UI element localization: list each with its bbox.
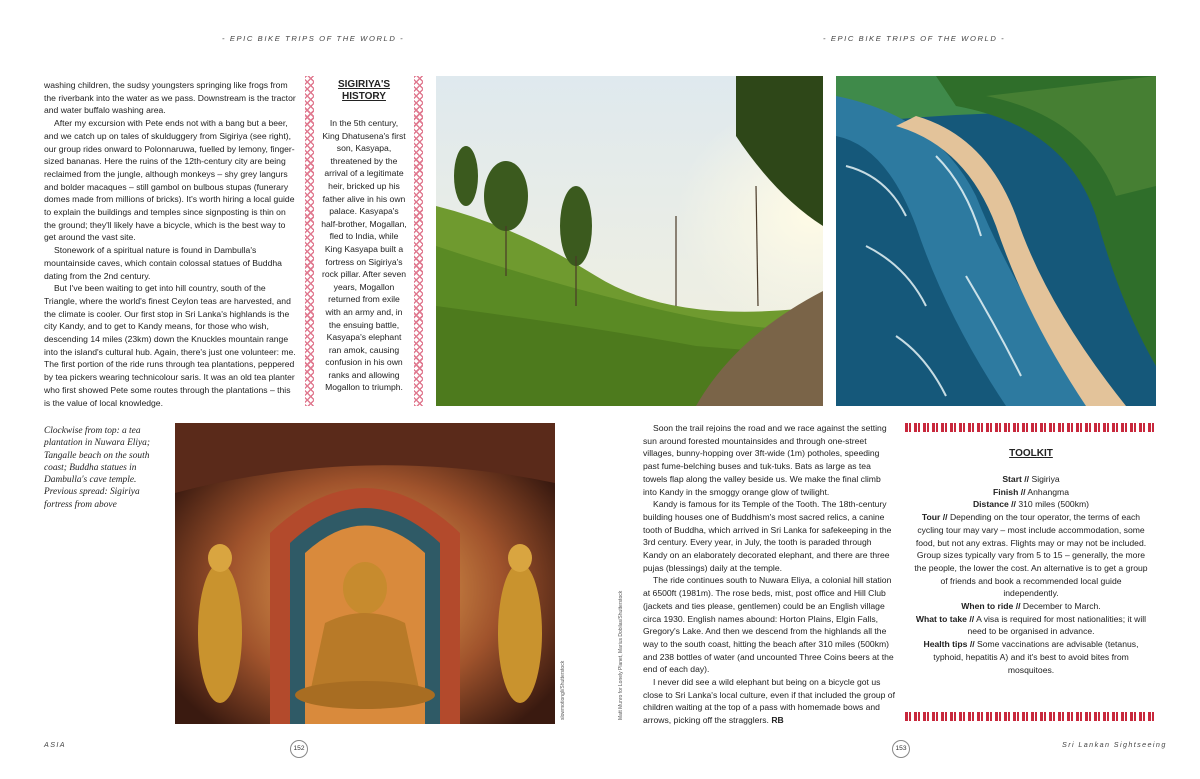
photo-credit-spread: Matt Munro for Lonely Planet, Marius Dobilas/Shutterstock — [618, 590, 624, 720]
photo-caption: Clockwise from top: a tea plantation in Nuwara Eliya; Tangalle beach on the south coast; Buddha statues in Dambulla's cave temple. Previous spread: Sigiriya fortress from above — [44, 426, 150, 510]
left-body-column — [44, 79, 297, 409]
paragraph: washing children, the sudsy youngsters springing like frogs from the riverbank into the water as we pass. Downstream is the tractor and water buffalo washing area. — [44, 80, 296, 116]
toolkit-body — [905, 473, 1157, 676]
toolkit-distance-value: 310 miles (500km) — [1018, 499, 1090, 510]
toolkit-distance-label: Distance // — [972, 499, 1016, 510]
toolkit-distance — [905, 498, 1157, 511]
paragraph: Kandy is famous for its Temple of the Tooth. The 18th-century building houses one of Buddhism's most sacred relics, a canine tooth of Buddha, which arrived in Sri Lanka for safekeeping in the 3rd century. Every year, in July, the tooth is paraded through Kandy on an elaborately decorated elephant, and there are three pujas (blessings) daily at the temple. — [643, 499, 892, 573]
toolkit-start-label: Start // — [1002, 474, 1030, 484]
folio-right: Sri Lankan Sightseeing — [1062, 740, 1167, 749]
toolkit-title: TOOLKIT — [1009, 448, 1053, 459]
buddha-cave-photo — [175, 423, 555, 724]
toolkit-finish-value: Anhangma — [1027, 486, 1069, 497]
paragraph — [643, 676, 895, 727]
sidebar-title: SIGIRIYA'S HISTORY — [337, 79, 391, 102]
paragraph: Soon the trail rejoins the road and we race against the setting sun around forested mountainsides and through one-street villages, bunny-hopping over 3ft-wide (1m) potholes, speeding past fume-belching buses and tuk-tuks. Bats as large as tea towels flap along the valley beside us. We make the final climb into Kandy in the smoggy orange glow of twilight. — [643, 423, 887, 497]
toolkit-take — [905, 613, 1157, 638]
toolkit-health-value: Some vaccinations are advisable (tetanus, typhoid, hepatitis A) and it's best to avoid bites from mosquitoes. — [933, 639, 1139, 675]
paragraph-text: I never did see a wild elephant but being on a bicycle got us close to Sri Lanka's local culture, even if that included the group of children waiting at the top of a pass with homemade bows and arrows, picking off the stragglers. — [643, 677, 895, 726]
toolkit-when-value: December to March. — [1022, 601, 1101, 612]
toolkit-tour-value: Depending on the tour operator, the terms of each cycling tour may vary – most include accommodation, some food, but not any extras. Flights may or may not be included. Group sizes typically vary from 5 to 15 – generally, the more the people, the lower the cost. An alternative is to get a group of friends and book a recommended local guide independently. — [914, 512, 1148, 599]
toolkit-band-top — [905, 423, 1157, 432]
sigiriya-history-sidebar — [305, 76, 423, 406]
sidebar-border-left — [305, 76, 314, 406]
toolkit-finish — [905, 486, 1157, 499]
sidebar-border-right — [414, 76, 423, 406]
running-head-left: - EPIC BIKE TRIPS OF THE WORLD - — [222, 34, 405, 43]
tea-plantation-photo — [436, 76, 823, 406]
paragraph: But I've been waiting to get into hill country, south of the Triangle, where the world's finest Ceylon teas are harvested, and the climate is cooler. Our first stop in Sri Lanka's highlands is the city Kandy, and to get to Kandy means, for those who wish, descending 14 miles (23km) down the Knuckles mountain range into the island's cultural hub. Again, there's just one volunteer: me. The first portion of the ride runs through tea plantations, peppered by tea pickers wearing technicolour saris. It was an old tea planter who first showed Pete some routes through the plantations – this is the value of local knowledge. — [44, 283, 296, 408]
byline: RB — [771, 715, 784, 726]
toolkit-box — [905, 423, 1157, 725]
toolkit-tour-label: Tour // — [921, 512, 948, 523]
toolkit-health — [905, 638, 1157, 676]
toolkit-start — [905, 473, 1157, 486]
paragraph: The ride continues south to Nuwara Eliya, a colonial hill station at 6500ft (1981m). The rose beds, mist, post office and Hill Club (jackets and ties please, gentlemen) could be an English village circa 1930. English names abound: Horton Plains, Elgin Falls, Gregory's Lake. And then we descend from the highlands all the way to the south coast, hitting the beach after 310 miles (500km) and 238 bottles of water (and uncounted Three Coins beers at the end of each day). — [643, 575, 894, 675]
toolkit-start-value: Sigiriya — [1031, 474, 1060, 484]
folio-left: ASIA — [44, 740, 66, 749]
toolkit-health-label: Health tips // — [923, 639, 975, 650]
running-head-right: - EPIC BIKE TRIPS OF THE WORLD - — [823, 34, 1006, 43]
toolkit-band-bottom — [905, 712, 1157, 721]
toolkit-finish-label: Finish // — [993, 486, 1026, 497]
toolkit-take-value: A visa is required for most nationalities; it will need to be organised in advance. — [967, 613, 1147, 637]
toolkit-take-label: What to take // — [915, 613, 975, 624]
page-number-right: 153 — [892, 740, 910, 758]
toolkit-tour — [905, 511, 1157, 600]
right-body-column — [643, 422, 895, 727]
sidebar-text: In the 5th century, King Dhatusena's first son, Kasyapa, threatened by the arrival of a legitimate heir, bricked up his father alive in his own palace. Kasyapa's half-brother, Mogallan, fled to India, while King Kasyapa built a fortress on Sigiriya's rock pillar. After seven years, Mogallon returned from exile with an army and, in the ensuing battle, Kasyapa's elephant ran amok, causing confusion in his own ranks and allowing Mogallon to triumph. — [321, 118, 407, 393]
toolkit-when-label: When to ride // — [961, 601, 1021, 612]
toolkit-when — [905, 600, 1157, 613]
paragraph: After my excursion with Pete ends not with a bang but a beer, and we catch up on tales of skulduggery from Sigiriya (see right), our group rides onward to Polonnaruwa, fuelled by lemony, finger-sized bananas. Here the ruins of the 12th-century city are being reclaimed from the jungle, although monkeys – shy grey langurs and bolder macaques – still gambol on bulbous stupas (funerary domes made from millions of bricks). It's worth hiring a local guide to explain the buildings and temples since signposting is thin on the ground; they'll likely have a bicycle, which is the best way to get around the vast site. — [44, 118, 295, 243]
paragraph: Stonework of a spiritual nature is found in Dambulla's mountainside caves, which contain colossal statues of Buddha dating from the 2nd century. — [44, 245, 282, 281]
photo-credit-buddha: slowmotiongli/Shutterstock — [560, 660, 566, 720]
page-number-left: 152 — [290, 740, 308, 758]
tangalle-beach-photo — [836, 76, 1156, 406]
